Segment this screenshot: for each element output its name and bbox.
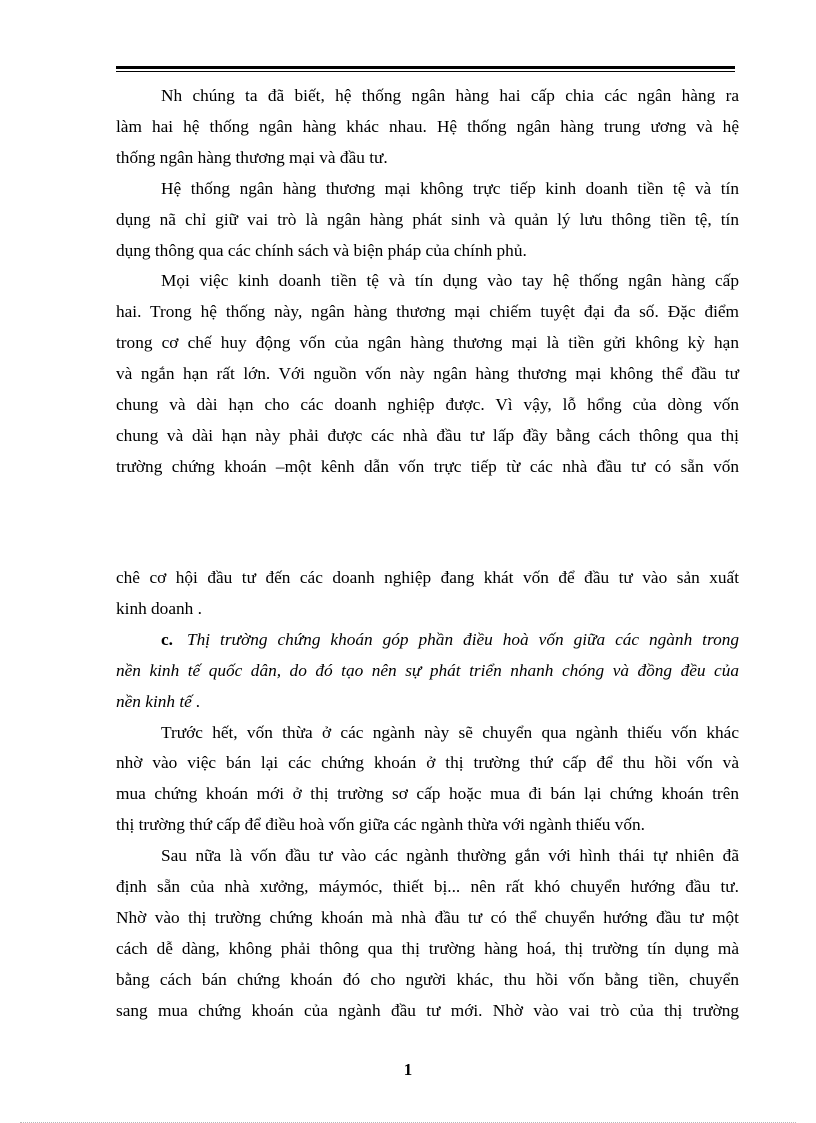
page-number: 1 — [403, 1060, 413, 1079]
text-line: chung và dài hạn này phải được các nhà đầu tư lấp đầy bằng cách thông qua thị — [116, 425, 739, 445]
text-line: và ngắn hạn rất lớn. Với nguồn vốn này ngân hàng thương mại không thể đầu tư — [116, 364, 739, 384]
text-line: Hệ thống ngân hàng thương mại không trực tiếp kinh doanh tiền tệ và tín — [161, 178, 739, 198]
text-line: làm hai hệ thống ngân hàng khác nhau. Hệ thống ngân hàng trung ương và hệ — [116, 116, 739, 136]
text-line: trường chứng khoán –một kênh dẫn vốn trực tiếp từ các nhà đầu tư có sẵn vốn — [116, 456, 739, 476]
paragraph-1 — [116, 81, 739, 174]
section-heading-line: nền kinh tế . — [116, 691, 201, 711]
section-heading-line — [116, 625, 739, 656]
text-line: hai. Trong hệ thống này, ngân hàng thương mại chiếm tuyệt đại đa số. Đặc điểm — [116, 302, 739, 322]
section-heading-text: Thị trường chứng khoán góp phần điều hoà vốn giữa các ngành trong — [187, 629, 739, 649]
text-line: thống ngân hàng thương mại và đầu tư. — [116, 147, 388, 167]
text-line: Nh chúng ta đã biết, hệ thống ngân hàng hai cấp chia các ngân hàng ra — [161, 86, 739, 105]
text-line: dụng thông qua các chính sách và biện pháp của chính phủ. — [116, 240, 527, 260]
text-line: trong cơ chế huy động vốn của ngân hàng thương mại là tiền gửi không kỳ hạn — [116, 333, 739, 353]
body-text-bottom — [116, 563, 739, 1027]
paragraph-continued — [116, 563, 739, 625]
paragraph-4 — [116, 718, 739, 842]
paragraph-3 — [116, 266, 739, 482]
text-line: kinh doanh . — [116, 598, 202, 618]
text-line: nhờ vào việc bán lại các chứng khoán ở thị trường thứ cấp để thu hồi vốn và — [116, 753, 739, 773]
text-line: Trước hết, vốn thừa ở các ngành này sẽ chuyển qua ngành thiếu vốn khác — [161, 722, 739, 742]
section-heading-line: nền kinh tế quốc dân, do đó tạo nên sự phát triển nhanh chóng và đồng đều của — [116, 660, 739, 680]
paragraph-5 — [116, 841, 739, 1026]
text-line: sang mua chứng khoán của ngành đầu tư mới. Nhờ vào vai trò của thị trường — [116, 1000, 739, 1020]
text-line: bằng cách bán chứng khoán đó cho người khác, thu hồi vốn bằng tiền, chuyển — [116, 969, 739, 989]
section-label: c. — [161, 629, 173, 649]
paragraph-2 — [116, 174, 739, 267]
text-line: Sau nữa là vốn đầu tư vào các ngành thường gắn với hình thái tự nhiên đã — [161, 846, 739, 866]
text-line: chê cơ hội đầu tư đến các doanh nghiệp đang khát vốn để đầu tư vào sản xuất — [116, 568, 739, 587]
body-text-top — [116, 81, 739, 483]
text-line: Mọi việc kinh doanh tiền tệ và tín dụng vào tay hệ thống ngân hàng cấp — [161, 271, 739, 291]
text-line: chung và dài hạn cho các doanh nghiệp được. Vì vậy, lỗ hổng của dòng vốn — [116, 395, 739, 415]
text-line: định sẵn của nhà xưởng, máymóc, thiết bị... nên rất khó chuyển hướng đầu tư. — [116, 877, 739, 897]
section-heading-c — [116, 625, 739, 718]
header-rule-thin — [116, 71, 735, 72]
text-line: mua chứng khoán mới ở thị trường sơ cấp hoặc mua đi bán lại chứng khoán trên — [116, 784, 739, 804]
text-line: thị trường thứ cấp để điều hoà vốn giữa các ngành thừa với ngành thiếu vốn. — [116, 815, 645, 835]
text-line: dụng nã chỉ giữ vai trò là ngân hàng phát sinh và quản lý lưu thông tiền tệ, tín — [116, 209, 739, 229]
text-line: cách dễ dàng, không phải thông qua thị trường hàng hoá, thị trường tín dụng mà — [116, 938, 739, 958]
text-line: Nhờ vào thị trường chứng khoán mà nhà đầu tư có thể chuyển hướng đầu tư một — [116, 907, 739, 927]
header-rule-thick — [116, 66, 735, 69]
